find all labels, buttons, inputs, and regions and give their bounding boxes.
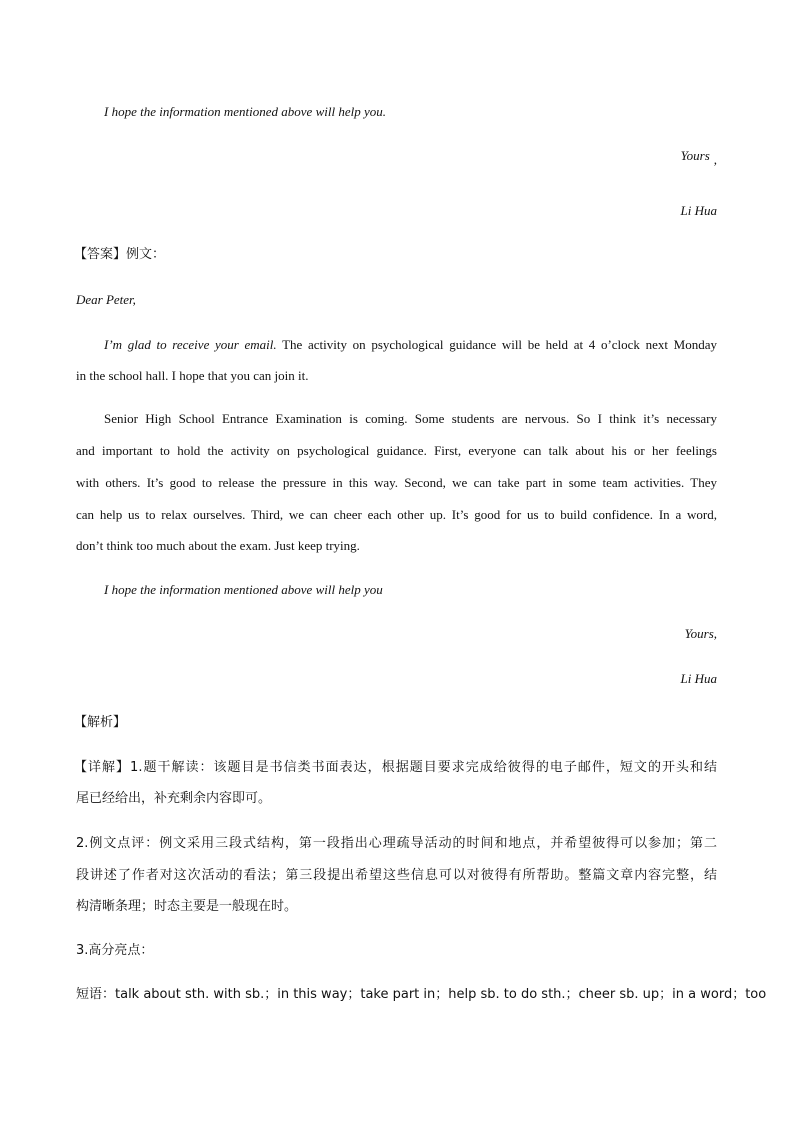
paragraph1-line1: [104, 337, 717, 353]
paragraph1-italic: I’m glad to receive your email.: [104, 337, 277, 352]
point3-label: 3.高分亮点：: [76, 943, 154, 958]
closing-line: I hope the information mentioned above will help you.: [104, 104, 386, 119]
detail-line2: 尾已经给出，补充剩余内容即可。: [76, 791, 272, 806]
paragraph2-line3: with others. It’s good to release the pressure in this way. Second, we can take part in some team activities. They: [76, 475, 717, 490]
salutation: Dear Peter,: [76, 292, 136, 307]
point2-line3: 构清晰条理；时态主要是一般现在时。: [76, 899, 298, 914]
signature: Li Hua: [680, 203, 717, 218]
phrases-line: 短语：talk about sth. with sb.；in this way；take part in；help sb. to do sth.；cheer sb. up；in a word；too: [76, 987, 767, 1002]
detail-line1: 【详解】1.题干解读：该题目是书信类书面表达，根据题目要求完成给彼得的电子邮件，短文的开头和结: [74, 760, 717, 775]
point2-line1: 2.例文点评：例文采用三段式结构，第一段指出心理疏导活动的时间和地点，并希望彼得可以参加；第二: [76, 836, 717, 851]
answer-yours: Yours,: [684, 626, 717, 641]
yours-comma: ,: [713, 152, 717, 167]
paragraph1-rest: The activity on psychological guidance will be held at 4 o’clock next Monday: [282, 337, 717, 352]
paragraph1-line2: in the school hall. I hope that you can join it.: [76, 368, 309, 383]
answer-label: 【答案】例文：: [74, 247, 166, 262]
analysis-label: 【解析】: [74, 715, 127, 730]
closing-yours: [680, 148, 717, 167]
paragraph2-line4: can help us to relax ourselves. Third, we can cheer each other up. It’s good for us to build confidence. In a word,: [76, 507, 717, 522]
paragraph2-line1: Senior High School Entrance Examination is coming. Some students are nervous. So I think it’s necessary: [104, 411, 717, 426]
paragraph2-line2: and important to hold the activity on psychological guidance. First, everyone can talk about his or her feelings: [76, 443, 717, 458]
answer-signature: Li Hua: [680, 671, 717, 686]
yours-text: Yours: [680, 148, 710, 163]
answer-closing-line: I hope the information mentioned above will help you: [104, 582, 383, 597]
point2-line2: 段讲述了作者对这次活动的看法；第三段提出希望这些信息可以对彼得有所帮助。整篇文章内容完整，结: [76, 868, 717, 883]
paragraph2-line5: don’t think too much about the exam. Just keep trying.: [76, 538, 360, 553]
